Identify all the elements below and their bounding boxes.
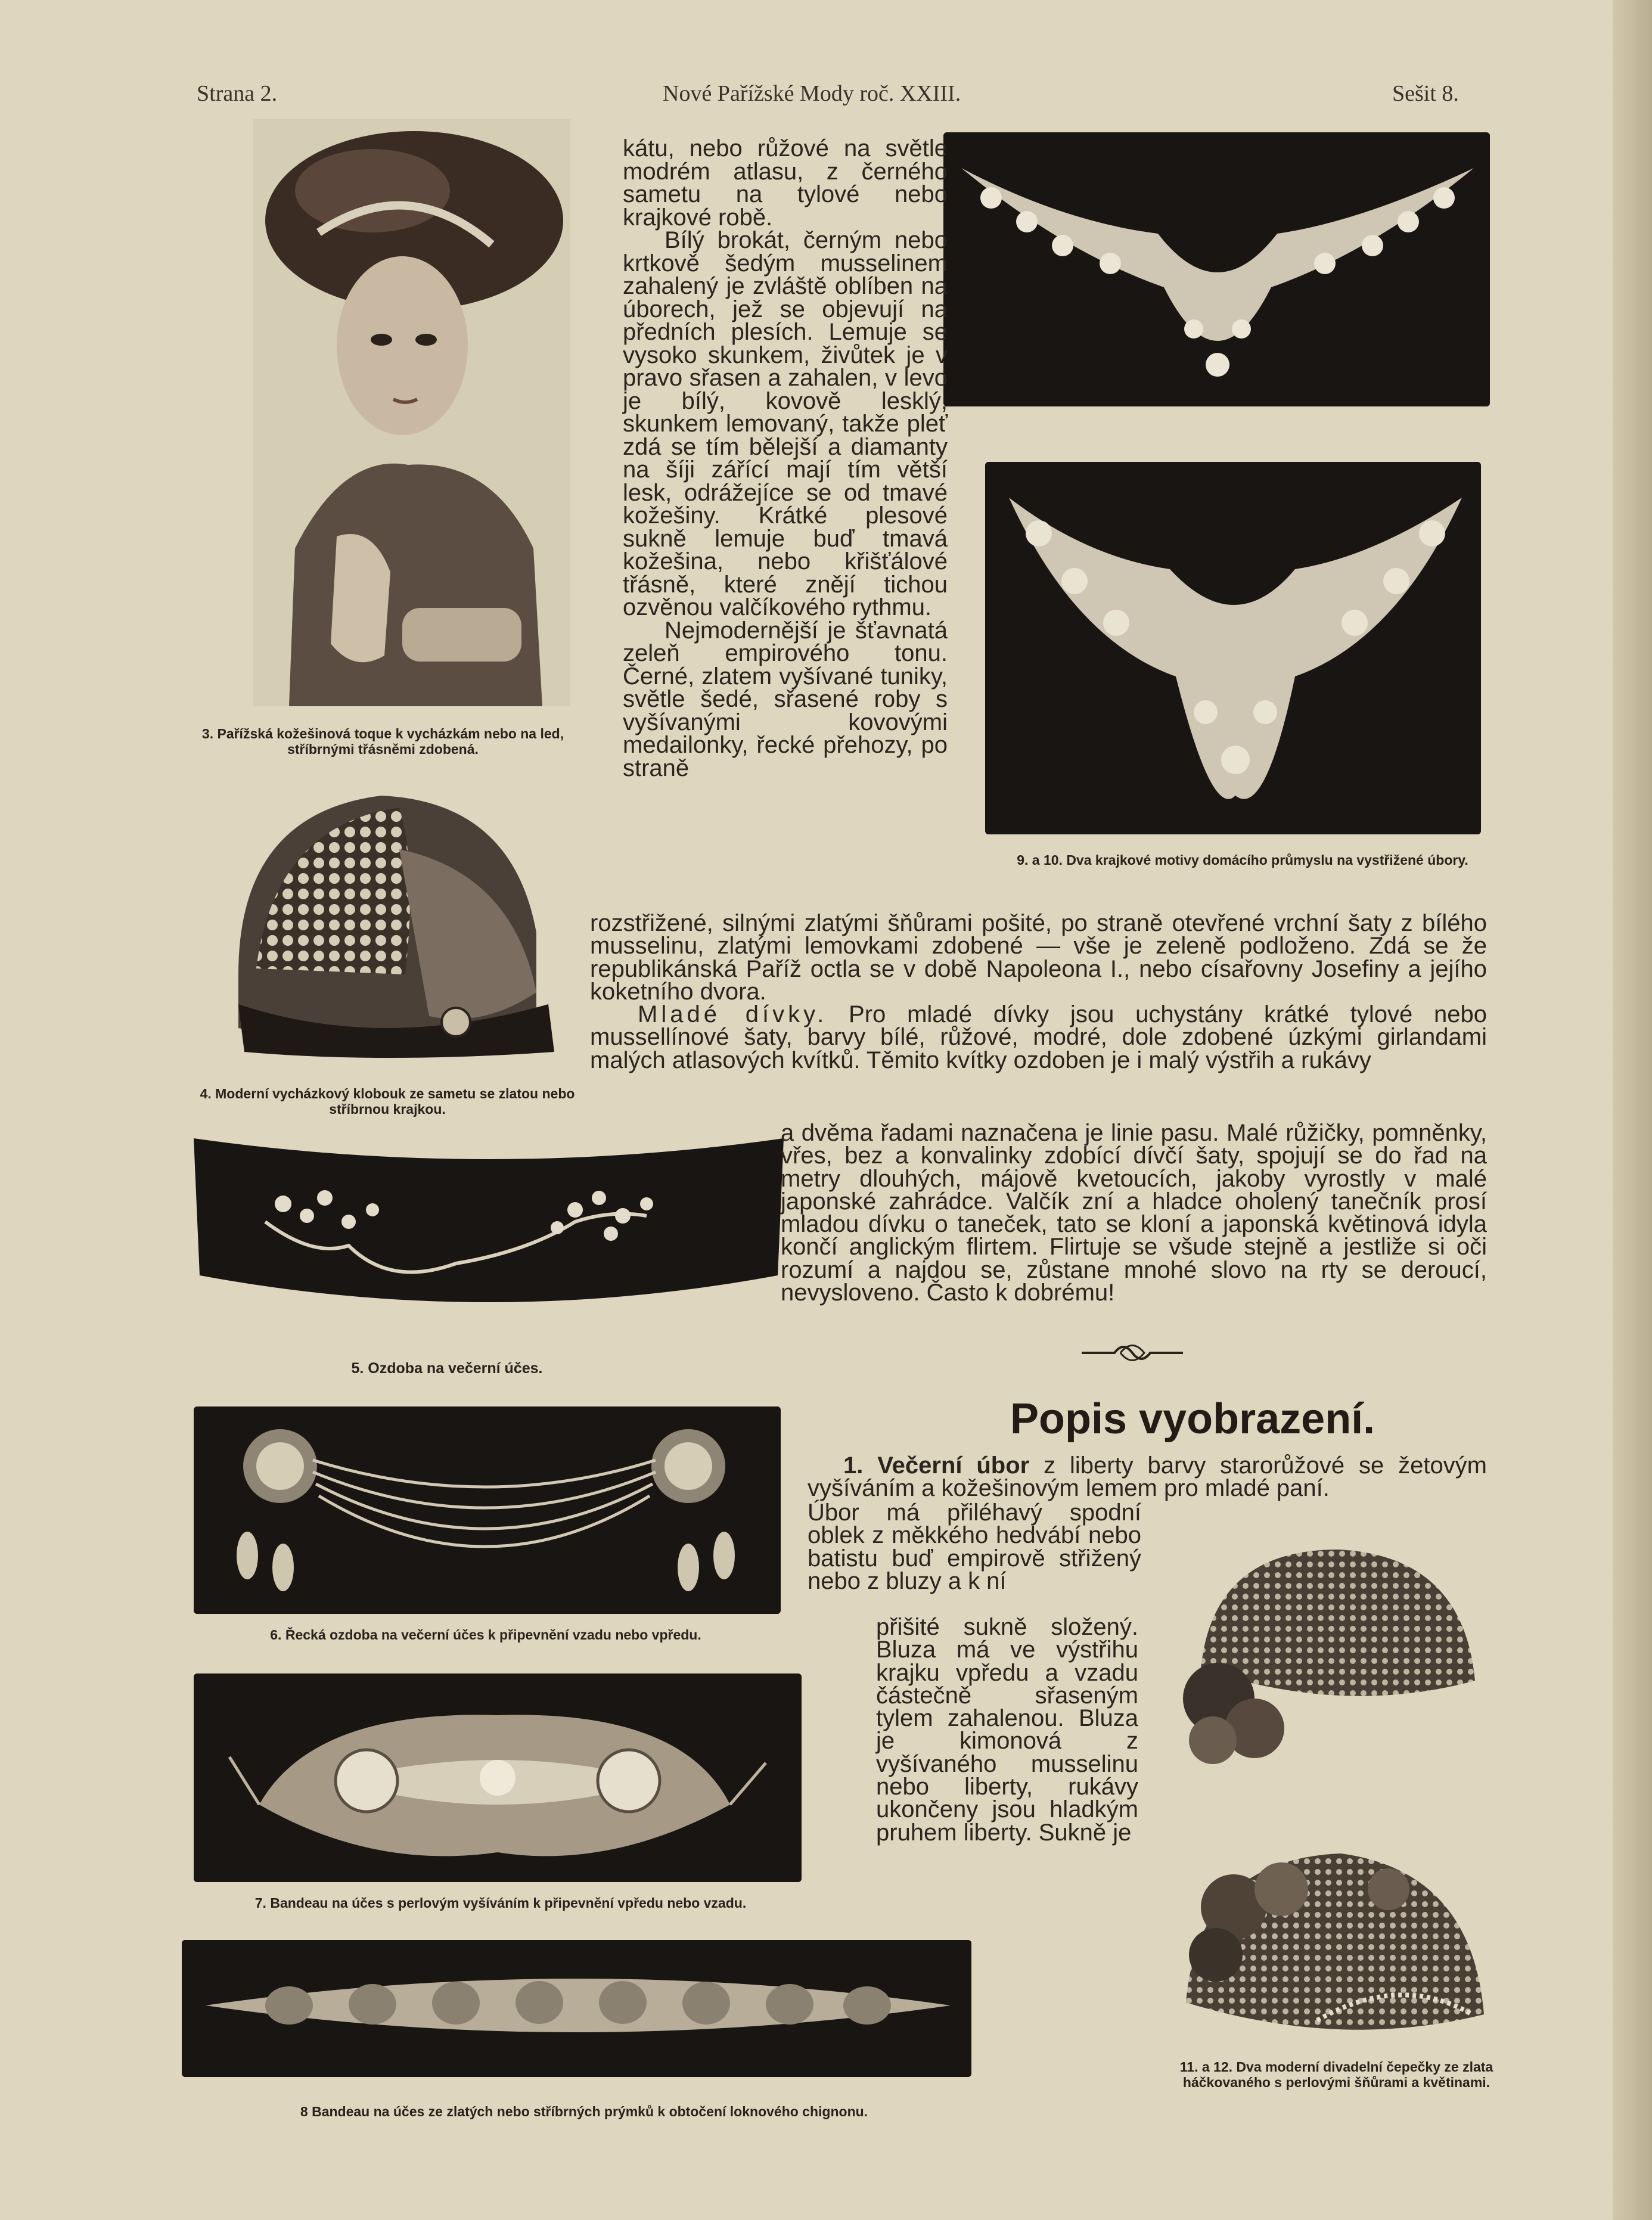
- popis-text-b: [876, 1616, 1138, 1844]
- article-column-text: [623, 137, 948, 780]
- figure-3-caption: 3. Pařížská kožešinová toque k vycházkám nebo na led, stříbrnými třásněmi zdobená.: [201, 726, 564, 757]
- article-paragraph: Bílý brokát, černým nebo krtkově šedým musselinem zahalený je zvláště oblíben na úborech, jež se objevují na předních plesích. Lemuje se vysoko skunkem, živůtek je v pravo sřasen a zahalen, v levo je bílý, kovově lesklý, skunkem lemovaný, takže pleť zdá se tím bělejší a diamanty na šíji zářící mají tím větší lesk, odrážejíce se od tmavé kožešiny. Krátké plesové sukně lemuje buď tmavá kožešina, nebo křišťálové třásně, které znějí tichou ozvěnou valčíkového rythmu.: [623, 227, 948, 620]
- figure-5-hair-ornament-photo: [194, 1132, 784, 1314]
- figure-5-caption: 5. Ozdoba na večerní účes.: [351, 1360, 543, 1377]
- popis-lead: [808, 1454, 1487, 1500]
- popis-text-a-body: Úbor má přiléhavý spodní oblek z měkkého hedvábí nebo batistu buď empirově střižený nebo z bluzy a k ní: [808, 1499, 1141, 1594]
- article-paragraph: rozstřižené, silnými zlatými šňůrami pošité, po straně otevřené vrchní šaty z bílého musselinu, zlatými lemovkami zdobené — vše je zeleně podloženo. Zdá se že republikánská Paříž octla se v době Napoleona I., nebo císařovny Josefiny a jejího koketního dvora.: [590, 910, 1487, 1005]
- figure-9-lace-motif-photo: [943, 132, 1490, 406]
- article-wide-text: [590, 912, 1487, 1072]
- figure-7-pearl-bandeau-photo: [194, 1673, 802, 1882]
- figure-11-theatre-cap-photo: [1165, 1538, 1499, 1788]
- popis-text-b-body: přišité sukně složený. Bluza má ve výstřihu krajku vpředu a vzadu částečně sřaseným tylem zahalenou. Bluza je kimonová z vyšívaného musselinu nebo liberty, rukávy ukončeny jsou hladkým pruhem liberty. Sukně je: [876, 1614, 1138, 1846]
- header-issue: Sešit 8.: [1392, 81, 1459, 106]
- section-divider-ornament: [1079, 1335, 1186, 1371]
- figure-6-caption: 6. Řecká ozdoba na večerní účes k připevnění vzadu nebo vpředu.: [270, 1627, 701, 1643]
- popis-item-1-text: z liberty barvy starorůžové se žetovým vyšíváním a kožešinovým lemem pro mladé paní.: [808, 1452, 1488, 1502]
- popis-item-1-label: 1. Večerní úbor: [843, 1452, 1030, 1479]
- figure-11-12-caption: 11. a 12. Dva moderní divadelní čepečky ze zlata háčkovaného s perlovými šňůrami a květinami.: [1179, 2059, 1493, 2090]
- figure-9-10-caption: 9. a 10. Dva krajkové motivy domácího průmyslu na vystřižené úbory.: [1017, 852, 1468, 868]
- figure-3-fur-toque-photo: [253, 119, 570, 706]
- figure-10-lace-motif-photo: [985, 462, 1481, 834]
- figure-8-caption: 8 Bandeau na účes ze zlatých nebo stříbrných prýmků k obtočení loknového chignonu.: [300, 2104, 868, 2119]
- girls-text-continued: a dvěma řadami naznačena je linie pasu. Malé růžičky, pomněnky, vřes, bez a konvalinky zdobící dívčí šaty, spojují se do řad na metry dlouhých, májově kvetoucích, jakoby vyrostly v malé japonské zahrádce. Valčík zní a hladce oholený tanečník prosí mladou dívku o taneček, tato se kloní a japonská květinová idyla končí anglickým flirtem. Flirtuje se všude stejně a jestliže si oči rozumí a najdou se, zůstane mnohé slovo na rty se deroucí, nevysloveno. Často k dobrému!: [781, 1120, 1487, 1306]
- figure-7-caption: 7. Bandeau na účes s perlovým vyšíváním k připevnění vpředu nebo vzadu.: [254, 1895, 747, 1911]
- page-edge: [1613, 0, 1652, 2220]
- figure-8-braid-bandeau-photo: [182, 1940, 971, 2077]
- figure-12-theatre-cap-photo: [1162, 1824, 1496, 2074]
- article-paragraph: Nejmodernější je šťavnatá zeleň empirového tonu. Černé, zlatem vyšívané tuniky, světle šedé, sřasené roby s vyšívanými kovovými medailonky, řecké přehozy, po straně: [623, 617, 948, 781]
- popis-text-a: [808, 1501, 1141, 1592]
- header-page-number: Strana 2.: [197, 81, 278, 106]
- figure-4-velvet-hat-photo: [203, 778, 569, 1061]
- girls-column-text: [781, 1122, 1487, 1304]
- figure-4-caption: 4. Moderní vycházkový klobouk ze sametu se zlatou nebo stříbrnou krajkou.: [200, 1086, 575, 1117]
- girls-text: Pro mladé dívky jsou uchystány krátké tylové nebo mussellínové šaty, barvy bílé, růžové, modré, dole zdobené úzkými girlandami malých atlasových kvítků. Těmito kvítky ozdoben je i malý výstřih a rukávy: [590, 1001, 1487, 1073]
- girls-heading: Mladé dívky.: [638, 1001, 828, 1028]
- section-title-popis: Popis vyobrazení.: [1010, 1395, 1375, 1443]
- header-journal-title: Nové Pařížské Mody roč. XXIII.: [663, 81, 961, 106]
- article-paragraph: kátu, nebo růžové na světle modrém atlasu, z černého sametu na tylové nebo krajkové robě.: [623, 135, 948, 231]
- figure-6-greek-ornament-photo: [194, 1406, 781, 1614]
- girls-paragraph: [590, 1003, 1487, 1072]
